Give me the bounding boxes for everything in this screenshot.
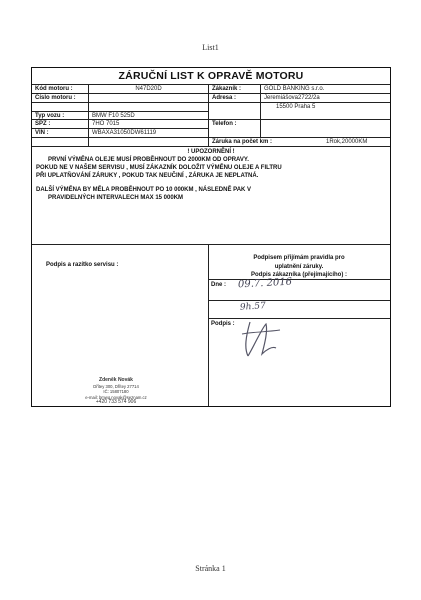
plate-value: 7HO 7015	[92, 121, 120, 127]
engine-code-label: Kód motoru :	[35, 86, 73, 92]
warranty-km-value: 1Rok,20000KM	[326, 139, 368, 145]
divider	[32, 93, 390, 94]
address-line-1: Jeremiášova2722/2a	[264, 95, 320, 101]
date-handwritten: 09.7. 2016	[237, 276, 293, 291]
divider	[88, 84, 89, 146]
service-stamp	[71, 378, 161, 430]
customer-label: Zákazník :	[212, 86, 242, 92]
notice-line-5: PRAVIDELNÝCH INTERVALECH MAX 15 000KM	[48, 195, 184, 201]
engine-code-value: N47D20D	[135, 86, 162, 92]
customer-signature-scribble	[236, 316, 306, 360]
notice-line-1: PRVNÍ VÝMĚNA OLEJE MUSÍ PROBĚHNOUT DO 2000KM OD OPRAVY.	[48, 157, 249, 163]
customer-ack-line-3: Podpis zákazníka (přejímajícího) :	[250, 272, 348, 278]
vehicle-type-label: Typ vozu :	[35, 113, 65, 119]
engine-number-label: Číslo motoru :	[35, 95, 76, 101]
notice-line-4: DALŠÍ VÝMĚNA BY MĚLA PROBĚHNOUT PO 10 000KM , NÁSLEDNĚ PAK V	[36, 187, 252, 193]
customer-ack-line-2: uplatnění záruky.	[274, 264, 324, 270]
notice-line-3: PŘI UPLATŇOVÁNÍ ZÁRUKY , POKUD TAK NEUČINÍ , ZÁRUKA JE NEPLATNÁ.	[36, 173, 259, 179]
address-label: Adresa :	[212, 95, 237, 101]
divider	[208, 84, 209, 146]
divider	[32, 102, 390, 103]
plate-label: SPZ :	[35, 121, 51, 127]
time-handwritten: 9h.57	[239, 301, 267, 313]
sheet-label: List1	[202, 43, 219, 52]
divider	[32, 244, 390, 245]
warranty-form	[31, 67, 391, 407]
stamp-address: Dřítey 300, Dřítey 27714	[93, 383, 139, 389]
page-footer: Stránka 1	[195, 564, 226, 573]
stamp-name: Zdeněk Novák	[99, 377, 133, 383]
address-line-2: 15500 Praha 5	[276, 104, 316, 110]
notice-line-2: POKUD NE V NAŠEM SERVISU , MUSÍ ZÁKAZNÍK DOLOŽIT VÝMĚNU OLEJE A FILTRU	[36, 165, 282, 171]
vin-label: VIN :	[35, 130, 49, 136]
customer-signature-label: Podpis :	[211, 321, 235, 327]
stamp-phone: +420 733 574 906	[95, 399, 137, 406]
stamp-email: e-mail: bmwq.novak@seznam.cz	[85, 394, 147, 400]
customer-ack-line-1: Podpisem přijímám pravidla pro	[253, 255, 345, 261]
divider	[260, 84, 261, 137]
divider	[32, 84, 390, 85]
divider	[32, 146, 390, 147]
date-label: Dne :	[211, 282, 226, 288]
form-title: ZÁRUČNÍ LIST K OPRAVĚ MOTORU	[118, 70, 304, 82]
notice-heading: ! UPOZORNĚNÍ !	[187, 149, 235, 155]
customer-value: GOLD BANKING s.r.o.	[264, 86, 325, 92]
service-signature-label: Podpis a razítko servisu :	[46, 262, 119, 268]
phone-label: Telefon :	[212, 121, 237, 127]
divider	[208, 300, 390, 301]
stamp-id: IČ: 15807180	[103, 389, 129, 395]
warranty-km-label: Záruka na počet km :	[212, 139, 273, 145]
vin-value: WBAXA31050DW61119	[92, 130, 157, 136]
vehicle-type-value: BMW F10 525D	[92, 113, 135, 119]
divider	[208, 279, 390, 280]
